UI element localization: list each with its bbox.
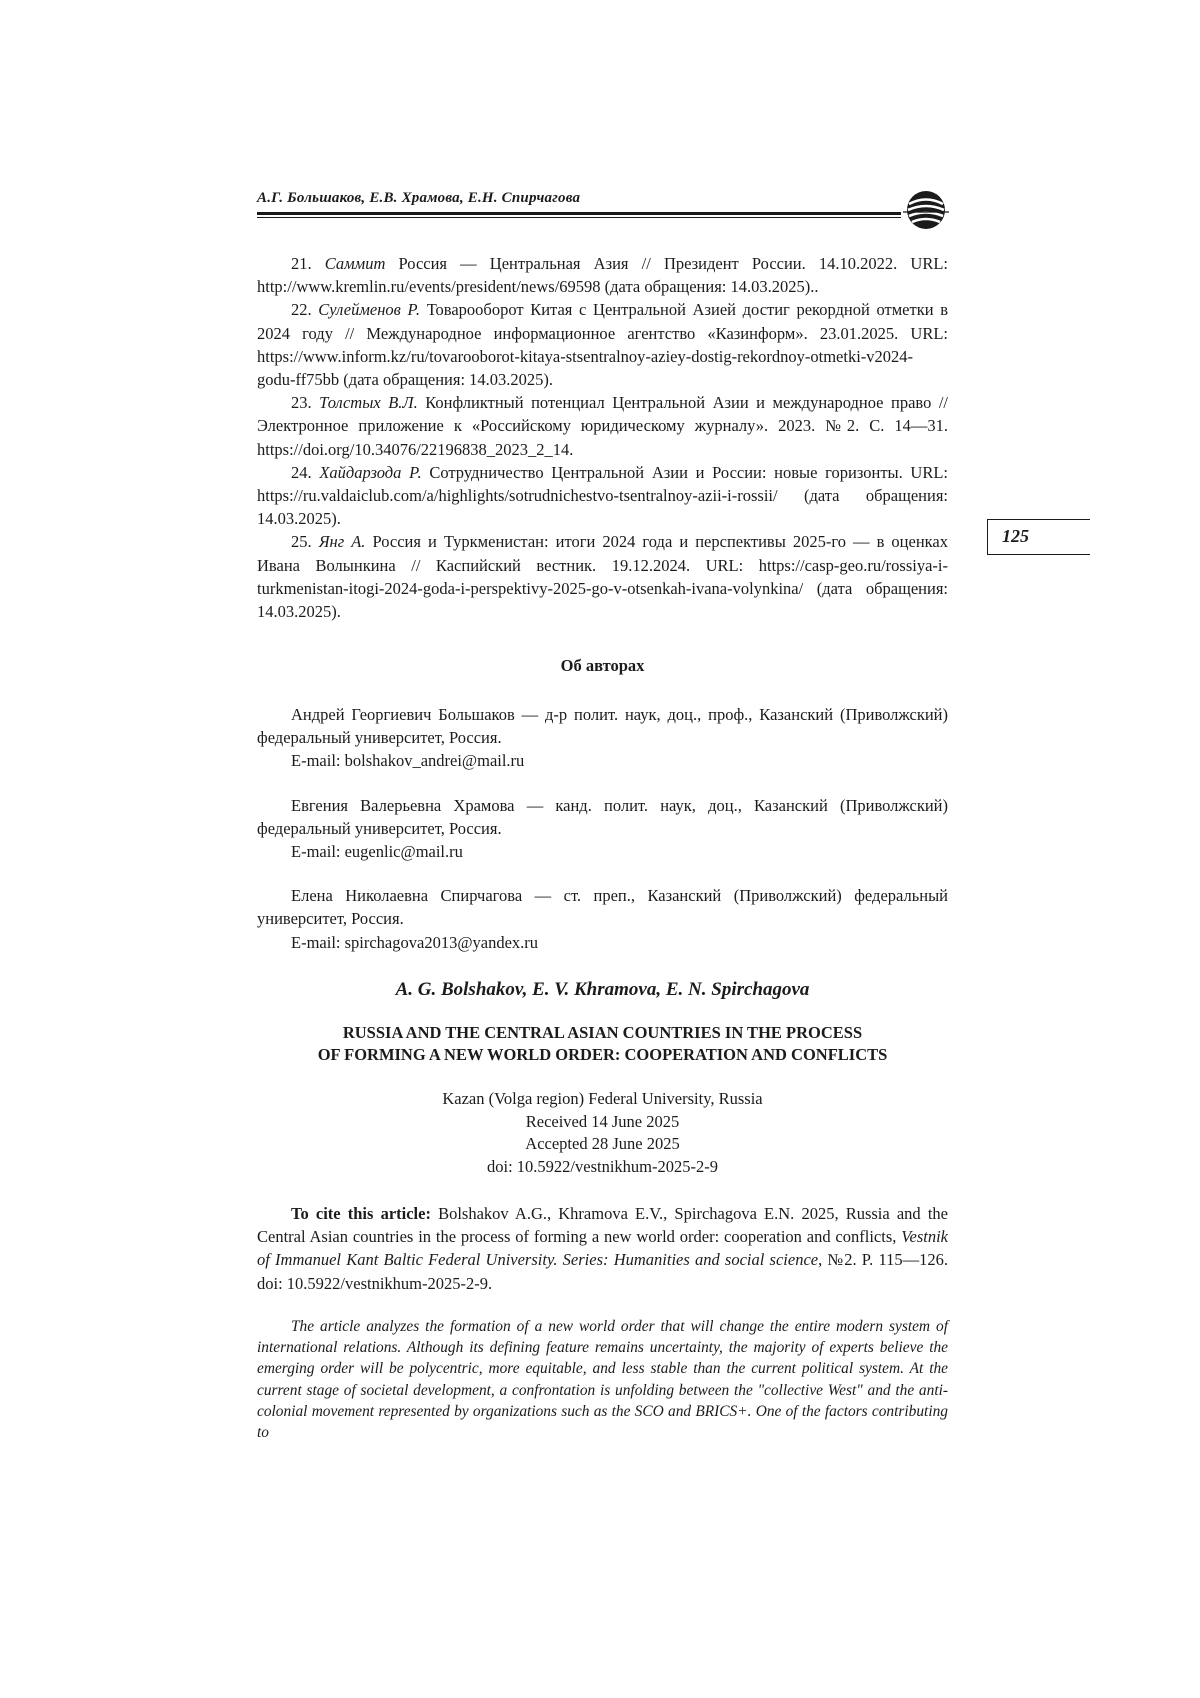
reference-number: 21. [291,254,312,273]
author-bio: Елена Николаевна Спирчагова — ст. преп., Казанский (Приволжский) федеральный университет, Россия. [257,886,948,929]
received-date: Received 14 June 2025 [525,1111,680,1131]
english-authors: A. G. Bolshakov, E. V. Khramova, E. N. Spirchagova [395,979,810,1000]
author-list [257,703,948,975]
article-meta [257,1088,948,1178]
reference-number: 23. [291,393,312,413]
reference-author: Янг А. [318,532,366,552]
cite-tail: , №2. P. 115—126. doi: 10.5922/vestnikhum-2025-2-9. [257,1250,948,1293]
cite-label: To cite this article: [291,1204,431,1223]
cite-journal: Vestnik of Immanuel Kant Baltic Federal University. Series: Humanities and social science [257,1227,948,1270]
author-bio: Андрей Георгиевич Большаков — д-р полит. наук, доц., проф., Казанский (Приволжский) федеральный университет, Россия. [257,705,948,748]
title-line: RUSSIA AND THE CENTRAL ASIAN COUNTRIES IN THE PROCESS [342,1023,863,1042]
journal-logo-icon [902,189,950,231]
reference-author: Саммит [324,254,386,273]
author-entry [257,703,948,773]
reference-text: Товарооборот Китая с Центральной Азией достиг рекордной отметки в 2024 году // Международное информационное агентство «Казинформ». 23.01.2025. URL: https://www.inform.kz/ru/tovarooborot-kitaya-stsentralnoy-aziey-dostig-rekordnoy-otmetki-v2024-godu-ff75bb (дата обращения: 14.03.2025). [257,300,949,390]
reference-item [257,391,948,461]
reference-author: Хайдарзода Р. [319,462,422,482]
header-rule-thin [257,217,901,218]
reference-item [257,298,948,391]
doi: doi: 10.5922/vestnikhum-2025-2-9 [487,1156,718,1176]
page-number-box [987,519,1090,555]
reference-text: Конфликтный потенциал Центральной Азии и международное право // Электронное приложение к «Российскому юридическому журналу». 2023. №2. С. 14—31. https://doi.org/10.34076/22196838_2023_2_14. [257,393,949,459]
reference-list [257,252,948,623]
english-article-title [257,1022,948,1066]
reference-text: Сотрудничество Центральной Азии и России: новые горизонты. URL: https://ru.valdaiclub.com/a/highlights/sotrudnichestvo-tsentralnoy-azii-i-rossii/ (дата обращения: 14.03.2025). [257,462,949,529]
reference-item [257,461,948,531]
reference-author: Толстых В.Л. [319,393,418,413]
reference-number: 24. [291,462,312,482]
reference-number: 22. [291,300,312,320]
running-header: А.Г. Большаков, Е.В. Храмова, Е.Н. Спирчагова [257,190,581,206]
author-email: E-mail: bolshakov_andrei@mail.ru [291,751,525,771]
title-line: OF FORMING A NEW WORLD ORDER: COOPERATION AND CONFLICTS [317,1045,888,1064]
author-entry [257,794,948,864]
author-email: E-mail: eugenlic@mail.ru [291,842,463,862]
cite-text: Bolshakov A.G., Khramova E.V., Spirchagova E.N. 2025, Russia and the Central Asian countries in the process of forming a new world order: cooperation and conflicts, [257,1204,948,1247]
reference-author: Сулейменов Р. [318,300,421,320]
citation [257,1202,948,1295]
reference-number: 25. [291,532,312,552]
accepted-date: Accepted 28 June 2025 [525,1134,680,1153]
reference-text: Россия и Туркменистан: итоги 2024 года и перспективы 2025-го — в оценках Ивана Волынкина // Каспийский вестник. 19.12.2024. URL: https://casp-geo.ru/rossiya-i-turkmenistan-itogi-2024-goda-i-perspektivy-2025-go-v-otsenkah-ivana-volynkina/ (дата обращения: 14.03.2025). [257,532,948,622]
reference-item [257,530,948,623]
author-bio: Евгения Валерьевна Храмова — канд. полит. наук, доц., Казанский (Приволжский) федеральный университет, Россия. [257,795,948,838]
abstract: The article analyzes the formation of a new world order that will change the entire modern system of international relations. Although its defining feature remains uncertainty, the majority of experts believe the emerging order will be polycentric, more equitable, and less stable than the current political system. At the current stage of societal development, a confrontation is unfolding between the "collective West" and the anti-colonial movement represented by organizations such as the SCO and BRICS+. One of the factors contributing to [257,1318,948,1442]
reference-item [257,252,948,298]
header-rule [257,212,901,215]
reference-text: Россия — Центральная Азия // Президент России. 14.10.2022. URL: http://www.kremlin.ru/events/president/news/69598 (дата обращения: 14.03.2025).. [257,254,949,297]
author-email: E-mail: spirchagova2013@yandex.ru [291,932,539,952]
page-number: 125 [1002,526,1029,546]
author-entry [257,884,948,954]
affiliation: Kazan (Volga region) Federal University, Russia [442,1089,763,1108]
about-authors-title: Об авторах [560,656,645,675]
